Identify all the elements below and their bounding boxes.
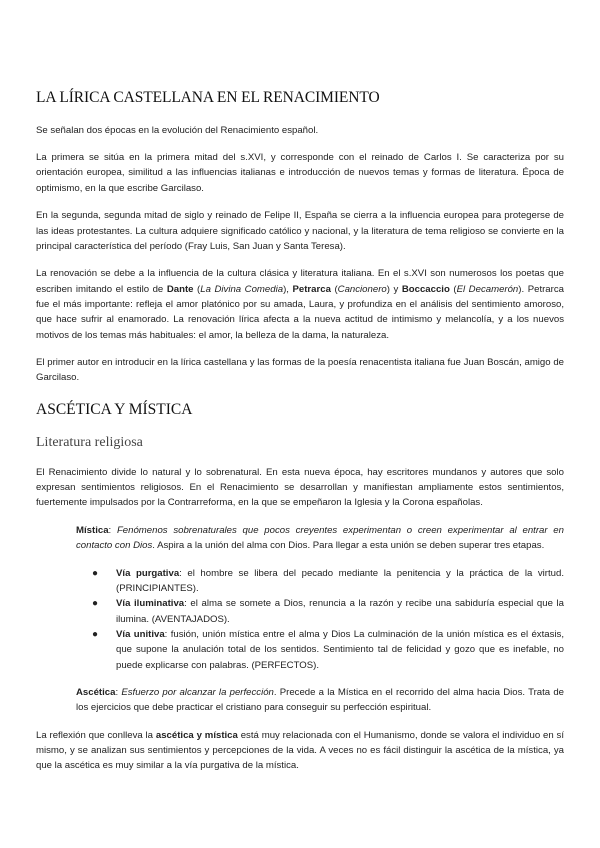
paragraph-boscan: El primer autor en introducir en la lírica castellana y las formas de la poesía renacentista italiana fue Juan Boscán, amigo de Garcilaso. [36, 356, 564, 384]
via-text: : fusión, unión mística entre el alma y Dios La culminación de la unión mística es el éxtasis, que supone la anulación total de los sentidos. Sentimiento tal de felicidad y gozo que es inefable, no puede explicarse con palabras. (PERFECTOS). [116, 628, 564, 671]
author-dante: Dante [166, 283, 194, 295]
via-name: Vía iluminativa [116, 598, 185, 610]
list-item [92, 627, 564, 673]
conj-y: y [389, 283, 402, 295]
mistica-rest: . Aspira a la unión del alma con Dios. Para llegar a esta unión se deben superar tres etapas. [152, 540, 545, 552]
via-text: : el alma se somete a Dios, renuncia a la razón y recibe una sabiduría especial que la ilumina. (AVENTAJADOS). [116, 598, 565, 625]
reflexion-text-2: está muy relacionada con el Humanismo, donde se valora el individuo en sí mismo, y se analizan sus sentimientos y percepciones de la vida. A veces no es fácil distinguir la ascética de la mística, ya que la ascética es muy similar a la vía purgativa de la mística. [36, 729, 564, 772]
page-title: LA LÍRICA CASTELLANA EN EL RENACIMIENTO [36, 89, 380, 106]
paragraph-segunda: En la segunda, segunda mitad de siglo y reinado de Felipe II, España se cierra a la influencia europea para protegerse de las ideas protestantes. La cultura adquiere significado católico y nacional, y la literatura de tema religioso se convierte en la principal característica del período (Fray Luis, San Juan y Santa Teresa). [36, 210, 564, 252]
subsection-heading: Literatura religiosa [36, 435, 143, 451]
section-heading: ASCÉTICA Y MÍSTICA [36, 400, 193, 418]
paragraph-renacimiento: El Renacimiento divide lo natural y lo sobrenatural. En esta nueva época, hay escritores mundanos y autores que solo expresan sentimientos religiosos. En el Renacimiento se desarrollan y manifiestan ampliamente estos sentimientos, fuertemente impulsados por la Contrarreforma, en la que se empeñaron la Iglesia y la Corona españolas. [36, 466, 564, 509]
via-name: Vía purgativa [116, 567, 180, 579]
paragraph-primera: La primera se sitúa en la primera mitad del s.XVI, y corresponde con el reinado de Carlos I. Se caracteriza por su orientación europea, similitud a las influencias italianas e introducción de nuevos temas y formas de literatura. Época de optimismo, en la que escribe Garcilaso. [36, 152, 564, 194]
work-dante: La Divina Comedia [200, 283, 284, 295]
ascetica-rest: . Precede a la Mística en el recorrido del alma hacia Dios. Trata de los ejercicios que debe practicar el cristiano para conseguir su perfección espiritual. [76, 686, 564, 714]
via-text: : el hombre se libera del pecado mediante la penitencia y la práctica de la virtud. (PRINCIPIANTES). [116, 567, 565, 594]
renov-text-2: Petrarca fue el más importante: refleja el amor platónico por su amada, Laura, y profundiza en el análisis del sentimiento amoroso, que hace sufrir al enamorado. La renovación lírica afecta a la nueva actitud de intimismo y melancolía, y a los nuevos motivos de los temas más habituales: el amor, la belleza de la dama, la naturaleza. [36, 283, 564, 341]
via-name: Vía unitiva [116, 628, 165, 640]
renov-text-1: La renovación se debe a la influencia de la cultura clásica y literatura italiana. En el s.XVI son numerosos los poetas que escriben imitando el estilo de [36, 268, 564, 295]
bullet-icon: ● [92, 598, 99, 610]
work-boccaccio: El Decamerón [456, 283, 519, 295]
author-boccaccio: Boccaccio [401, 283, 450, 295]
author-petrarca: Petrarca [292, 283, 331, 295]
paragraph-intro: Se señalan dos épocas en la evolución del Renacimiento español. [36, 124, 319, 136]
term-mistica: Mística [76, 524, 109, 536]
def-mistica: Fenómenos sobrenaturales que pocos creyentes experimentan o creen experimentar al entrar en contacto con Dios [76, 524, 564, 552]
paragraph-reflexion [36, 728, 564, 774]
bullet-icon: ● [92, 628, 99, 640]
term-ascetica-mistica: ascética y mística [155, 729, 238, 741]
term-ascetica: Ascética [76, 686, 116, 698]
vias-list [36, 566, 564, 673]
list-item [92, 566, 565, 597]
paragraph-ascetica: Ascética: Esfuerzo por alcanzar la perfección. Precede a la Mística en el recorrido del alma hacia Dios. Trata de los ejercicios que debe practicar el cristiano para conseguir su perfección espiritual. [76, 686, 564, 714]
paragraph-renovacion: La renovación se debe a la influencia de la cultura clásica y literatura italiana. En el s.XVI son numerosos los poetas que escriben imitando el estilo de Dante (La Divina Comedia), Petrarca (Cancionero) y Boccaccio (El Decamerón). Petrarca fue el más importante: refleja el amor platónico por su amada, Laura, y profundiza en el análisis del sentimiento amoroso, que hace sufrir al enamorado. La renovación lírica afecta a la nueva actitud de intimismo y melancolía, y a los nuevos motivos de los temas más habituales: el amor, la belleza de la dama, la naturaleza. [36, 268, 564, 341]
def-ascetica: Esfuerzo por alcanzar la perfección [121, 686, 274, 698]
list-item [92, 596, 565, 627]
paragraph-mistica: Mística: Fenómenos sobrenaturales que pocos creyentes experimentan o creen experimentar al entrar en contacto con Dios. Aspira a la unión del alma con Dios. Para llegar a esta unión se deben superar tres etapas. [76, 524, 564, 552]
bullet-icon: ● [92, 567, 99, 579]
work-petrarca: Cancionero [337, 283, 387, 295]
reflexion-text-1: La reflexión que conlleva la [36, 729, 156, 741]
